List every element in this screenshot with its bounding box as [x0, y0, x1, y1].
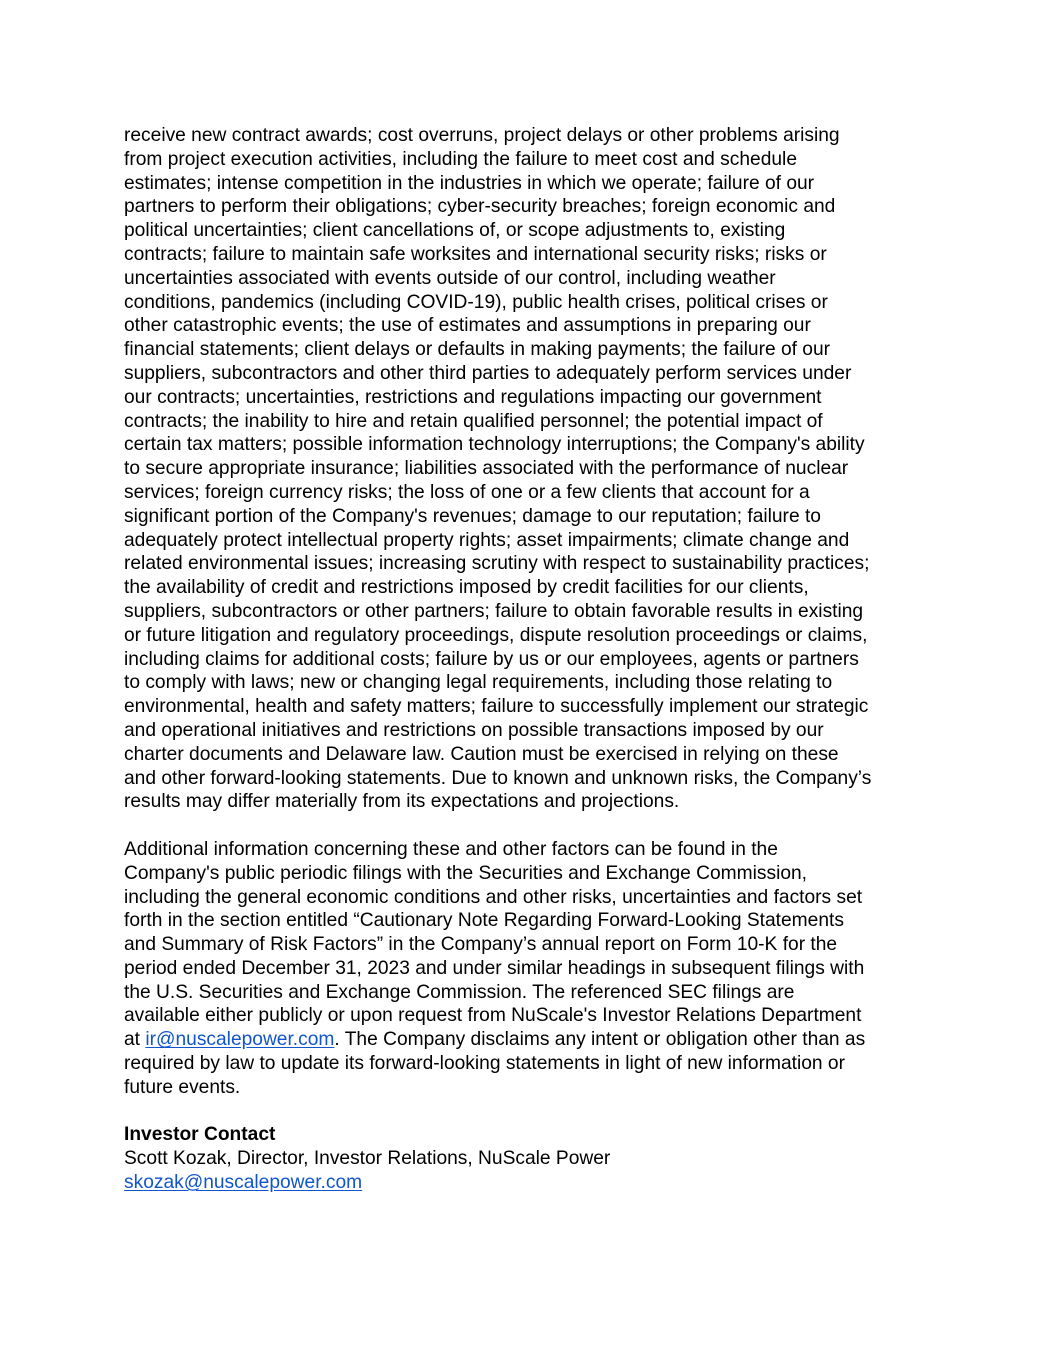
paragraph-line-with-link — [124, 1028, 936, 1052]
paragraph-line: or future litigation and regulatory proceedings, dispute resolution proceedings or claims, — [124, 624, 868, 646]
paragraph-line: and operational initiatives and restrictions on possible transactions imposed by our — [124, 719, 824, 741]
investor-contact-heading: Investor Contact — [124, 1124, 276, 1146]
paragraph-line: charter documents and Delaware law. Caution must be exercised in relying on these — [124, 743, 839, 765]
additional-information-paragraph — [124, 838, 936, 1100]
paragraph-line: from project execution activities, including the failure to meet cost and schedule — [124, 148, 797, 170]
paragraph-line: certain tax matters; possible information technology interruptions; the Company's ability — [124, 434, 865, 456]
ir-email-link[interactable]: ir@nuscalepower.com — [145, 1029, 335, 1051]
forward-looking-risks-paragraph — [124, 124, 936, 814]
link-suffix-text: . The Company disclaims any intent or obligation other than as — [334, 1029, 866, 1051]
paragraph-line: other catastrophic events; the use of estimates and assumptions in preparing our — [124, 315, 811, 337]
paragraph-line: contracts; the inability to hire and retain qualified personnel; the potential impact of — [124, 410, 823, 432]
paragraph-line: and other forward-looking statements. Due to known and unknown risks, the Company’s — [124, 767, 872, 789]
paragraph-line: adequately protect intellectual property rights; asset impairments; climate change and — [124, 529, 850, 551]
paragraph-line: environmental, health and safety matters; failure to successfully implement our strategic — [124, 696, 869, 718]
paragraph-line: required by law to update its forward-looking statements in light of new information or — [124, 1053, 845, 1075]
paragraph-line: partners to perform their obligations; cyber-security breaches; foreign economic and — [124, 196, 836, 218]
paragraph-line: contracts; failure to maintain safe worksites and international security risks; risks or — [124, 243, 827, 265]
paragraph-line: related environmental issues; increasing scrutiny with respect to sustainability practices; — [124, 553, 870, 575]
paragraph-line: Company's public periodic filings with the Securities and Exchange Commission, — [124, 862, 808, 884]
paragraph-line: conditions, pandemics (including COVID-19), public health crises, political crises or — [124, 291, 828, 313]
paragraph-line: uncertainties associated with events outside of our control, including weather — [124, 267, 776, 289]
link-prefix-text: at — [124, 1029, 146, 1051]
paragraph-line: Additional information concerning these and other factors can be found in the — [124, 838, 778, 860]
paragraph-line: available either publicly or upon request from NuScale's Investor Relations Department — [124, 1005, 862, 1027]
paragraph-line: including the general economic conditions and other risks, uncertainties and factors set — [124, 886, 863, 908]
paragraph-line: results may differ materially from its expectations and projections. — [124, 791, 680, 813]
paragraph-line: suppliers, subcontractors or other partners; failure to obtain favorable results in existing — [124, 600, 864, 622]
paragraph-line: and Summary of Risk Factors” in the Company’s annual report on Form 10-K for the — [124, 934, 838, 956]
paragraph-line: financial statements; client delays or defaults in making payments; the failure of our — [124, 339, 831, 361]
paragraph-line: estimates; intense competition in the industries in which we operate; failure of our — [124, 172, 815, 194]
contact-name-line: Scott Kozak, Director, Investor Relations, NuScale Power — [124, 1148, 611, 1170]
paragraph-line: forth in the section entitled “Cautionary Note Regarding Forward-Looking Statements — [124, 910, 844, 932]
paragraph-line: the availability of credit and restrictions imposed by credit facilities for our clients, — [124, 577, 809, 599]
paragraph-spacer — [124, 814, 936, 838]
paragraph-line: suppliers, subcontractors and other third parties to adequately perform services under — [124, 362, 852, 384]
paragraph-line: to comply with laws; new or changing legal requirements, including those relating to — [124, 672, 833, 694]
paragraph-line: to secure appropriate insurance; liabilities associated with the performance of nuclear — [124, 458, 849, 480]
document-body — [124, 124, 936, 1195]
paragraph-spacer — [124, 1100, 936, 1124]
contact-email-link[interactable]: skozak@nuscalepower.com — [124, 1172, 363, 1194]
paragraph-line: period ended December 31, 2023 and under similar headings in subsequent filings with — [124, 957, 865, 979]
paragraph-line: including claims for additional costs; failure by us or our employees, agents or partners — [124, 648, 859, 670]
paragraph-line: future events. — [124, 1076, 241, 1098]
paragraph-line: significant portion of the Company's revenues; damage to our reputation; failure to — [124, 505, 821, 527]
paragraph-line: receive new contract awards; cost overruns, project delays or other problems arising — [124, 125, 840, 146]
investor-contact-block — [124, 1123, 936, 1194]
paragraph-line: political uncertainties; client cancellations of, or scope adjustments to, existing — [124, 220, 786, 242]
paragraph-line: the U.S. Securities and Exchange Commission. The referenced SEC filings are — [124, 981, 795, 1003]
paragraph-line: services; foreign currency risks; the loss of one or a few clients that account for a — [124, 481, 810, 503]
paragraph-line: our contracts; uncertainties, restrictions and regulations impacting our government — [124, 386, 822, 408]
